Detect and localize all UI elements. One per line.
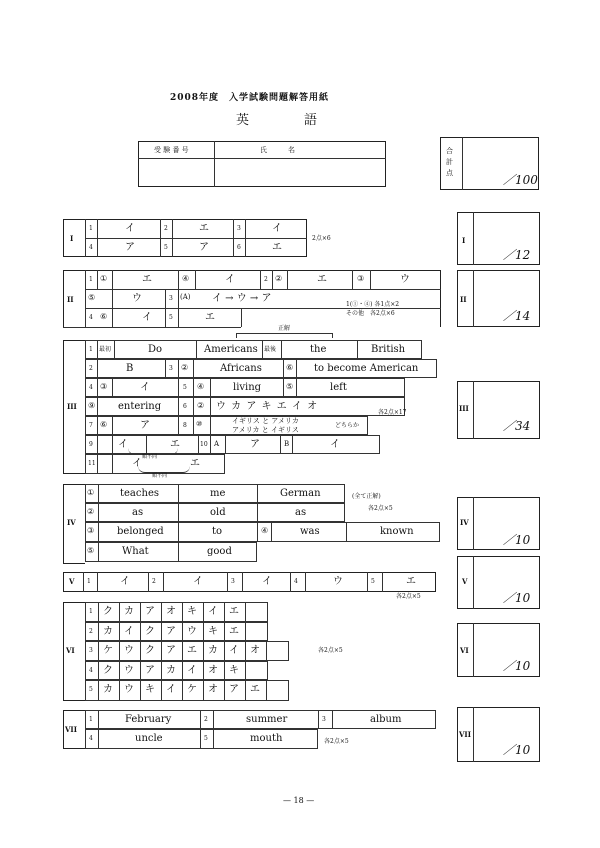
q-sub-number: ①	[100, 274, 108, 283]
section-6-points: 各2点×5	[318, 647, 343, 654]
q-sub-number: ②	[87, 507, 95, 516]
q-sub-number: ⑤	[88, 293, 96, 302]
answer-cell[interactable]: What	[122, 546, 149, 557]
answer-cell[interactable]: ア	[145, 665, 155, 676]
q-number: 5	[183, 384, 187, 391]
label-a: A	[214, 440, 220, 448]
answer-cell[interactable]: ア	[145, 606, 155, 617]
answer-cell[interactable]: オ	[166, 606, 176, 617]
q-number: 3	[231, 578, 235, 585]
answer-cell[interactable]: イ → ウ → ア	[212, 293, 272, 304]
answer-cell[interactable]: イ	[208, 606, 218, 617]
section-5-roman: V	[69, 577, 75, 586]
section-5-points: 各2点×5	[396, 593, 421, 600]
q-sub-number: ⑤	[87, 546, 95, 555]
section-1-max: ／12	[503, 248, 531, 262]
answer-cell[interactable]: イ	[330, 439, 340, 450]
section-6-roman: VI	[66, 646, 75, 655]
answer-cell[interactable]: エ	[190, 458, 200, 469]
section-2-points: 1(①・④) 各1点×2 その他 各2点×6	[346, 301, 400, 317]
q-sub-number: ③	[87, 526, 95, 535]
section-2-max: ／14	[503, 309, 531, 323]
total-max: ／100	[503, 173, 538, 187]
section-4-roman: IV	[67, 518, 76, 527]
q-number: 4	[89, 735, 93, 742]
q-sub-number: ⑩	[196, 420, 203, 428]
answer-cell[interactable]: イ	[118, 439, 128, 450]
answer-cell[interactable]: イ	[140, 382, 150, 393]
q-number: 2	[164, 225, 168, 232]
q-sub-number: ②	[197, 401, 205, 410]
q-number: 3	[237, 225, 241, 232]
answer-cell[interactable]: ウ	[333, 576, 343, 587]
answer-cell[interactable]: the	[310, 344, 327, 355]
q-sub-number: ⑨	[88, 401, 96, 410]
first-label: 最初	[99, 346, 112, 353]
answer-cell[interactable]: イ	[132, 458, 142, 469]
section-4-points: 各2点×5	[368, 505, 393, 512]
answer-cell[interactable]: イギリス と アメリカ	[232, 417, 299, 425]
answer-cell[interactable]: belonged	[117, 526, 164, 537]
q-number: 11	[88, 460, 96, 467]
q-number: 10	[200, 441, 208, 448]
section-7-max: ／10	[503, 743, 531, 757]
answer-cell[interactable]: entering	[118, 401, 162, 412]
q-sub-number: ③	[100, 382, 108, 391]
q-sub-number: ②	[181, 363, 189, 372]
answer-cell[interactable]: B	[126, 363, 134, 374]
answer-cell[interactable]: ウ	[187, 626, 197, 637]
answer-cell[interactable]: as	[295, 507, 307, 518]
answer-cell[interactable]: was	[300, 526, 320, 537]
answer-cell[interactable]: キ	[229, 665, 239, 676]
answer-cell[interactable]: ウ	[124, 684, 134, 695]
q-number: 4	[89, 384, 93, 391]
answer-cell[interactable]: カ	[208, 645, 218, 656]
score-roman: III	[459, 404, 469, 413]
answer-cell[interactable]: カ	[103, 684, 113, 695]
score-roman: VII	[459, 730, 471, 739]
answer-cell[interactable]: エ	[205, 312, 215, 323]
answer-cell[interactable]: エ	[317, 274, 327, 285]
q-number: 5	[204, 735, 208, 742]
answer-cell[interactable]: カ	[124, 606, 134, 617]
section-1-roman: I	[70, 234, 74, 243]
q-number: 7	[89, 422, 93, 429]
q-sub-number: ⑥	[100, 312, 108, 321]
section-4-max: ／10	[503, 533, 531, 547]
q-sub-number: ④	[197, 382, 205, 391]
answer-cell[interactable]: ウ カ ア キ エ イ オ	[216, 401, 319, 412]
answer-cell[interactable]: German	[280, 488, 321, 499]
answer-cell[interactable]: キ	[187, 606, 197, 617]
answer-cell[interactable]: イ	[262, 576, 272, 587]
section-5-table	[63, 572, 436, 592]
q-number: 1	[89, 716, 93, 723]
answer-cell[interactable]: エ	[187, 645, 197, 656]
answer-cell[interactable]: ア	[250, 439, 260, 450]
answer-cell[interactable]: ク	[145, 645, 155, 656]
section-6-max: ／10	[503, 659, 531, 673]
answer-cell[interactable]: ク	[145, 626, 155, 637]
section-7-points: 各2点×5	[324, 738, 349, 745]
answer-cell[interactable]: ウ	[400, 274, 410, 285]
q-number: 2	[89, 628, 93, 635]
name-label: 氏 名	[260, 146, 295, 154]
answer-cell[interactable]: エ	[170, 439, 180, 450]
q-number: 1	[89, 225, 93, 232]
subject-title: 英 語	[236, 113, 322, 128]
answer-cell[interactable]: uncle	[135, 733, 163, 744]
answer-cell[interactable]: イ	[229, 645, 239, 656]
answer-cell[interactable]: エ	[229, 606, 239, 617]
answer-cell[interactable]: ウ	[132, 293, 142, 304]
answer-cell[interactable]: ア	[166, 626, 176, 637]
answer-cell[interactable]: Africans	[220, 363, 262, 374]
section-3-max: ／34	[503, 419, 531, 433]
answer-cell[interactable]: ア	[199, 242, 209, 253]
q-number: 1	[89, 276, 93, 283]
answer-cell[interactable]: イ	[125, 223, 135, 234]
answer-cell[interactable]: Do	[148, 344, 163, 355]
answer-cell[interactable]: カ	[166, 665, 176, 676]
section-4-note: (全て正解)	[352, 493, 381, 500]
answer-cell[interactable]: as	[132, 507, 144, 518]
answer-cell[interactable]: イ	[272, 223, 282, 234]
q-sub-number: ④	[182, 274, 190, 283]
answer-cell[interactable]: カ	[103, 626, 113, 637]
answer-cell[interactable]: ク	[103, 665, 113, 676]
q-number: 5	[89, 686, 93, 693]
q-number: 5	[371, 578, 375, 585]
answer-cell[interactable]: me	[210, 488, 226, 499]
q-number: 2	[264, 276, 268, 283]
answer-cell[interactable]: オ	[208, 684, 218, 695]
q-sub-number: ⑥	[100, 420, 108, 429]
answer-cell[interactable]: ケ	[187, 684, 197, 695]
section-3-seikai: 正解	[278, 325, 291, 332]
answer-cell[interactable]: album	[370, 714, 402, 725]
q-sub-number: ⑤	[286, 382, 294, 391]
answer-cell[interactable]: キ	[208, 626, 218, 637]
answer-cell[interactable]: イ	[193, 576, 203, 587]
score-roman: II	[460, 295, 467, 304]
answer-cell[interactable]: アメリカ と イギリス	[232, 426, 299, 434]
exam-number-field[interactable]	[140, 160, 212, 185]
q-sub-number: ②	[275, 274, 283, 283]
answer-cell[interactable]: ア	[125, 242, 135, 253]
answer-cell[interactable]: エ	[142, 274, 152, 285]
q-number: 5	[164, 244, 168, 251]
answer-cell[interactable]: ア	[140, 420, 150, 431]
answer-cell[interactable]: ケ	[103, 645, 113, 656]
answer-cell[interactable]: left	[330, 382, 347, 393]
section-1-points: 2点×6	[312, 235, 331, 242]
score-roman: IV	[460, 518, 469, 527]
answer-cell[interactable]: イ	[187, 665, 197, 676]
label-b: B	[284, 440, 290, 448]
q-number: 4	[89, 667, 93, 674]
q-number: 2	[89, 365, 93, 372]
q-number: 4	[89, 244, 93, 251]
answer-cell[interactable]: キ	[145, 684, 155, 695]
answer-cell[interactable]: living	[233, 382, 262, 393]
q-sub-number: ⑥	[286, 363, 294, 372]
answer-cell[interactable]: Americans	[204, 344, 258, 355]
q-sub-number: ④	[261, 526, 269, 535]
answer-cell[interactable]: エ	[229, 626, 239, 637]
answer-cell[interactable]: good	[207, 546, 232, 557]
score-roman: VI	[460, 646, 469, 655]
q-number: 1	[89, 346, 93, 353]
q-sub-number: ③	[357, 274, 365, 283]
either-note: どちらか	[335, 422, 360, 429]
answer-cell[interactable]: teaches	[120, 488, 159, 499]
answer-cell[interactable]: to become American	[314, 363, 419, 374]
q-number: 4	[89, 314, 93, 321]
section-7-roman: VII	[65, 725, 77, 734]
answer-cell[interactable]: エ	[250, 684, 260, 695]
answer-cell[interactable]: イ	[166, 684, 176, 695]
answer-cell[interactable]: February	[125, 714, 172, 725]
name-field[interactable]	[216, 160, 384, 185]
exam-number-label: 受 験 番 号	[154, 146, 189, 154]
answer-cell[interactable]: イ	[225, 274, 235, 285]
q-number: 6	[183, 403, 187, 410]
q-number: 1	[89, 608, 93, 615]
q-number: 3	[322, 716, 326, 723]
q-number: 3	[89, 647, 93, 654]
answer-cell[interactable]: イ	[124, 626, 134, 637]
q-number: 2	[152, 578, 156, 585]
answer-cell[interactable]: ク	[103, 606, 113, 617]
last-label: 最後	[264, 346, 277, 353]
answer-cell[interactable]: known	[380, 526, 414, 537]
q-number: 4	[294, 578, 298, 585]
q-number: 2	[204, 716, 208, 723]
section-3-points: 各2点×17	[378, 409, 407, 416]
answer-cell[interactable]: ア	[166, 645, 176, 656]
unordered-note: 順不同	[142, 454, 158, 460]
answer-cell[interactable]: エ	[199, 223, 209, 234]
score-roman: I	[462, 236, 466, 245]
answer-cell[interactable]: エ	[272, 242, 282, 253]
section-5-max: ／10	[503, 591, 531, 605]
answer-cell[interactable]: to	[212, 526, 223, 537]
answer-cell[interactable]: ウ	[124, 665, 134, 676]
q-number: 3	[169, 295, 173, 302]
q-number: 3	[169, 365, 173, 372]
answer-cell[interactable]: イ	[120, 576, 130, 587]
q-number: 5	[169, 314, 173, 321]
q-number: 8	[183, 422, 187, 429]
answer-cell[interactable]: オ	[208, 665, 218, 676]
answer-cell[interactable]: オ	[250, 645, 260, 656]
section-3-roman: III	[67, 402, 77, 411]
answer-cell[interactable]: British	[371, 344, 406, 355]
answer-cell[interactable]: ア	[229, 684, 239, 695]
unordered-note: 順不同	[152, 473, 168, 479]
answer-cell[interactable]: mouth	[250, 733, 283, 744]
q-number: 6	[237, 244, 241, 251]
q-sub-number: ①	[87, 488, 95, 497]
q-number: 1	[87, 578, 91, 585]
score-roman: V	[462, 577, 468, 586]
answer-cell[interactable]: summer	[246, 714, 288, 725]
answer-cell[interactable]: イ	[142, 312, 152, 323]
q-sub-number: (A)	[180, 293, 191, 301]
total-label: 合計点	[446, 147, 453, 177]
q-number: 9	[89, 441, 93, 448]
answer-cell[interactable]: エ	[406, 576, 416, 587]
page-number: — 18 —	[283, 796, 315, 805]
answer-cell[interactable]: old	[210, 507, 226, 518]
answer-cell[interactable]: ウ	[124, 645, 134, 656]
page-title: 2008年度 入学試験問題解答用紙	[170, 93, 330, 103]
section-2-roman: II	[67, 295, 74, 304]
